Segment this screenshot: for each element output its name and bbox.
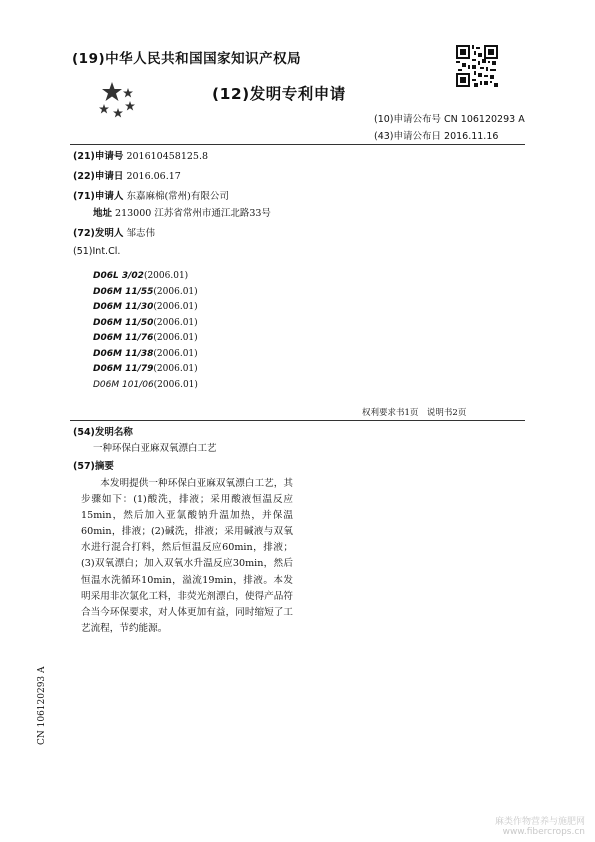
applicant-value: 东嘉麻棉(常州)有限公司 [126,191,229,202]
address-label: 地址 [93,208,113,219]
ipc-item [93,279,198,295]
address-value: 213000 江苏省常州市通江北路33号 [115,208,271,219]
ipc-version: (2006.01) [153,379,198,390]
inventor-field [73,225,155,239]
national-emblem-icon [96,80,142,120]
ipc-code: D06M 11/30 [93,302,154,312]
abstract-text: 本发明提供一种环保白亚麻双氧漂白工艺，其步骤如下：(1)酸洗，排液；采用酸液恒温反应15min，然后加入亚氯酸钠升温加热，并保温60min，排液；(2)碱洗，排液；采用碱液与双氧水进行混合打料，然后恒温反应60min，排液；(3)双氧漂白；加入双氧水升温反应30min，然后恒温水洗循环10min，溢流19min，排液。本发明采用非次氯化工料，非荧光剂漂白，使得产品符合当今环保要求，对人体更加有益，同时缩短了工艺流程，节约能源。 [81,478,293,634]
publication-date: (43)申请公布日 2016.11.16 [374,131,499,142]
ipc-item [93,263,198,279]
ipc-item [93,325,198,341]
invention-title: 一种环保白亚麻双氧漂白工艺 [93,443,217,454]
ipc-code: D06M 11/55 [93,286,154,297]
application-number-field [73,148,208,162]
ipc-item [93,372,198,388]
ipc-code: D06M 11/38 [93,348,154,359]
ipc-version: (2006.01) [143,271,189,281]
ipc-version: (2006.01) [153,333,198,343]
title-label: (54)发明名称 [73,427,133,438]
inventor-value: 邹志伟 [126,228,155,239]
ipc-version: (2006.01) [153,286,198,297]
application-number-label: (21)申请号 [73,151,124,162]
ipc-code: D06M 11/50 [93,317,154,328]
page-count: 权利要求书1页 说明书2页 [362,408,467,418]
ipc-item [93,310,198,326]
side-publication-number: CN 106120293 A [37,666,47,745]
ipc-code: D06L 3/02 [93,271,144,281]
publication-number: (10)申请公布号 CN 106120293 A [374,114,525,125]
ipc-version: (2006.01) [153,348,198,359]
ipc-label: (51)Int.Cl. [73,246,121,257]
filing-date-value: 2016.06.17 [126,171,181,182]
inventor-label: (72)发明人 [73,228,124,239]
ipc-item [93,341,198,357]
ipc-version: (2006.01) [153,302,198,312]
ipc-version: (2006.01) [153,317,198,328]
filing-date-label: (22)申请日 [73,171,124,182]
filing-date-field [73,168,181,182]
address-field [93,205,271,219]
watermark-url: www.fibercrops.cn [502,827,585,837]
applicant-field [73,188,229,202]
abstract-label: (57)摘要 [73,461,114,472]
ipc-code: D06M 11/76 [93,333,154,343]
ipc-version: (2006.01) [153,364,198,374]
applicant-label: (71)申请人 [73,191,124,202]
qr-code [456,45,498,87]
document-type-title: (12)发明专利申请 [212,85,346,103]
ipc-item [93,356,198,372]
abstract-divider [70,420,525,421]
header-divider [70,144,525,145]
patent-office-name: (19)中华人民共和国国家知识产权局 [72,51,302,67]
ipc-list [93,263,198,390]
ipc-code: D06M 11/79 [93,364,154,374]
application-number-value: 201610458125.8 [126,151,209,162]
ipc-code: D06M 101/06 [93,379,154,390]
watermark-site-name: 麻类作物营养与施肥网 [494,817,585,827]
ipc-item [93,294,198,310]
